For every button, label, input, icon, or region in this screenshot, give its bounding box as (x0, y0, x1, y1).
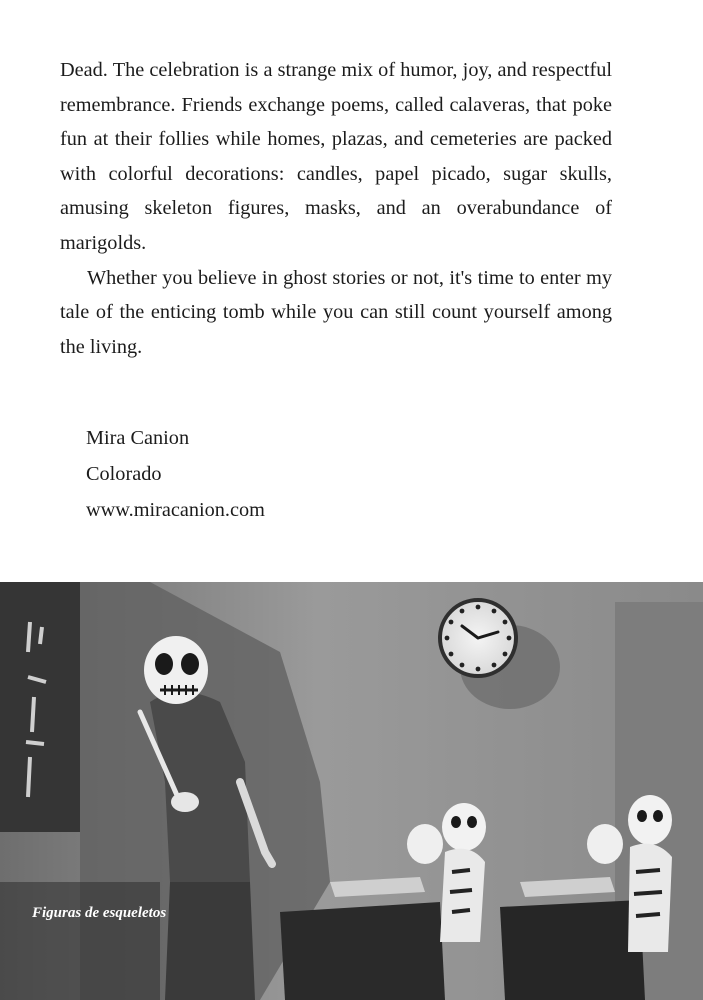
author-signature (86, 420, 265, 528)
paragraph-1: Dead. The celebration is a strange mix of humor, joy, and respectful remembrance. Friends exchange poems, called calaveras, that poke fun at their follies while homes, plazas, and cemeteries are packed with colorful decorations: candles, papel picado, sugar skulls, amusing skeleton figures, masks, and an overabundance of marigolds. (60, 59, 612, 254)
floor-shadow (0, 882, 160, 1000)
chalkboard (0, 582, 80, 832)
author-location: Colorado (86, 463, 162, 485)
author-name: Mira Canion (86, 427, 190, 449)
wall-clock (440, 600, 516, 676)
photo-caption: Figuras de esqueletos (32, 905, 167, 921)
classroom-scene (0, 582, 703, 1000)
body-text (60, 53, 612, 364)
author-website: www.miracanion.com (86, 499, 265, 521)
skeleton-figures-photo (0, 582, 703, 1000)
paragraph-2: Whether you believe in ghost stories or not, it's time to enter my tale of the enticing tomb while you can still count yourself among the living. (60, 266, 612, 358)
